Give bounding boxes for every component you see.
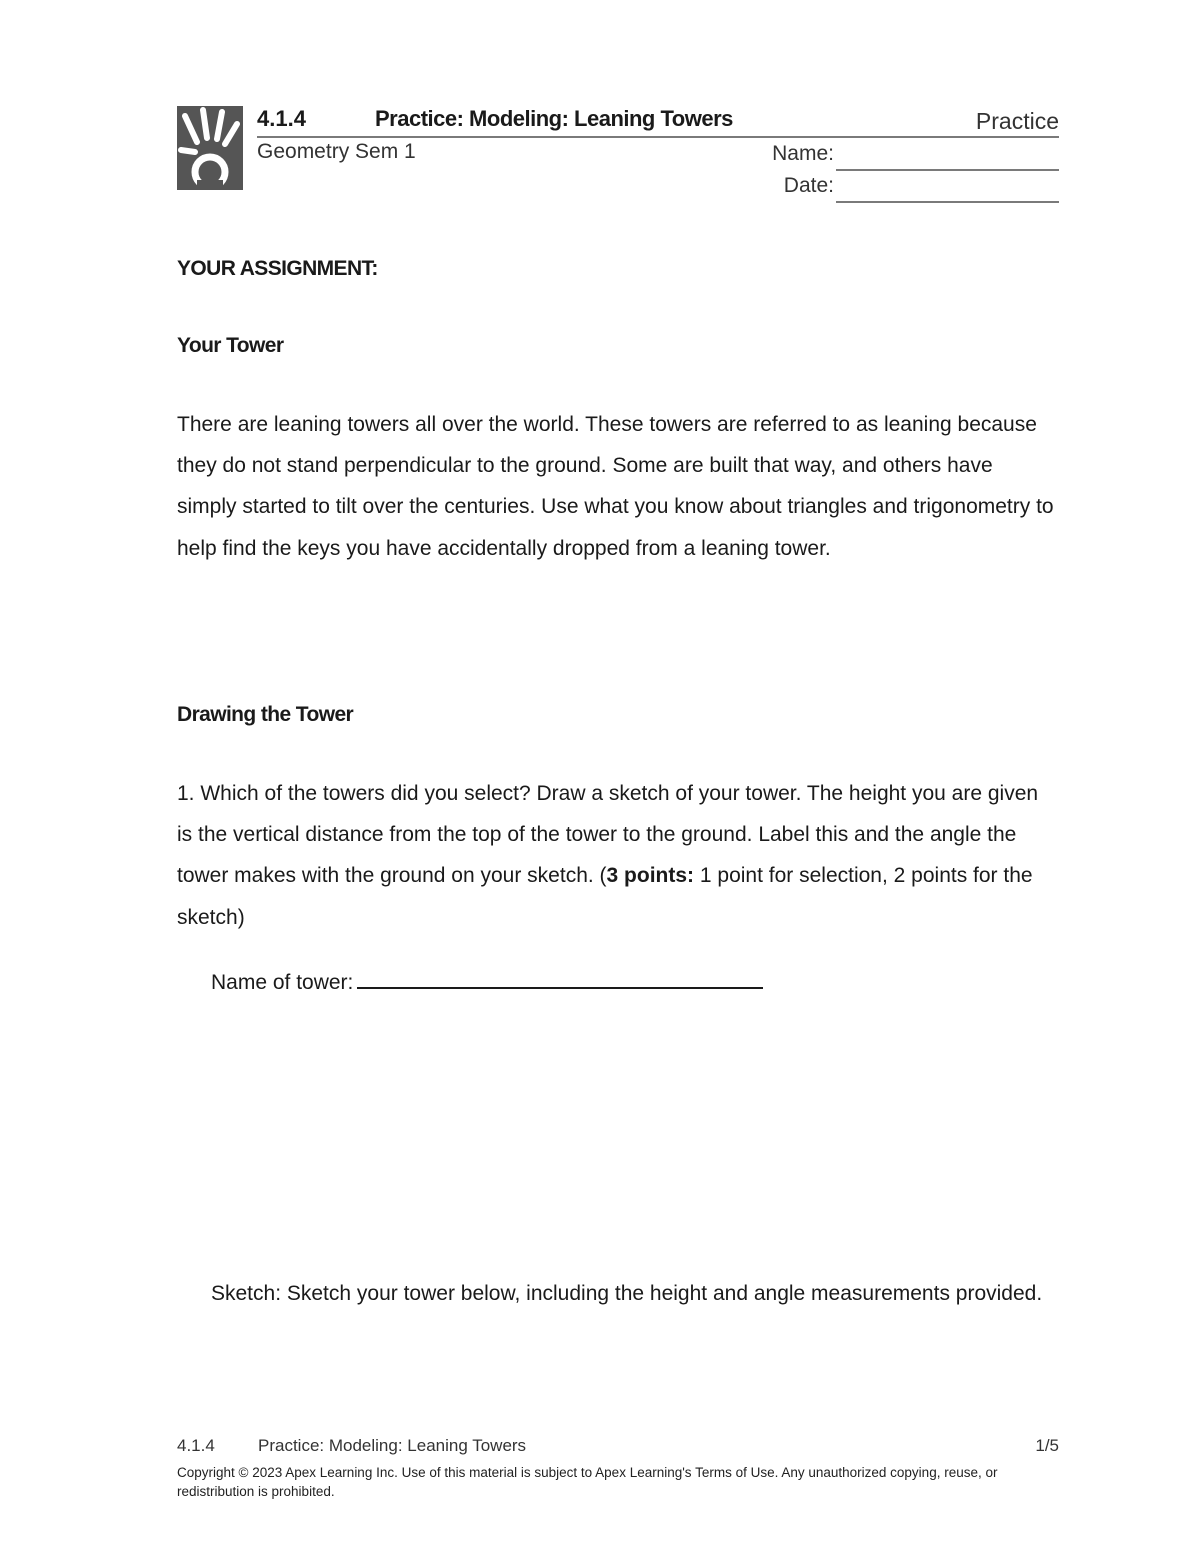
apex-logo-icon [177,106,243,190]
name-of-tower-row [211,967,763,995]
intro-paragraph: There are leaning towers all over the world. These towers are referred to as leaning because they do not stand perpendicular to the ground. Some are built that way, and others have simply started to tilt over the centuries. Use what you know about triangles and trigonometry to help find the keys you have accidentally dropped from a leaning tower. [177,413,1054,560]
name-label: Name: [772,142,834,165]
name-field[interactable] [836,169,1059,171]
lesson-number: 4.1.4 [257,106,306,131]
course-name: Geometry Sem 1 [257,140,416,163]
page-number: 1/5 [1035,1436,1059,1455]
question-1-points: 3 points: [606,864,695,888]
header-divider [257,136,1059,138]
name-of-tower-label: Name of tower: [211,971,354,994]
drawing-heading: Drawing the Tower [177,703,354,726]
your-tower-heading: Your Tower [177,334,284,357]
date-field[interactable] [836,201,1059,203]
activity-type: Practice [975,108,1059,134]
sketch-instruction: Sketch: Sketch your tower below, including the height and angle measurements provided. [211,1282,1043,1305]
date-label: Date: [783,174,834,197]
footer-lesson-number: 4.1.4 [177,1436,215,1455]
copyright-notice: Copyright © 2023 Apex Learning Inc. Use of this material is subject to Apex Learning's Terms of Use. Any unauthorized copying, reuse, or redistribution is prohibited. [177,1465,998,1499]
question-1-points-detail: 1 point for selection, 2 points for the sketch) [177,864,1033,929]
assignment-heading: YOUR ASSIGNMENT: [177,257,378,280]
page-title: Practice: Modeling: Leaning Towers [375,106,733,131]
name-of-tower-field[interactable] [357,967,763,989]
question-1 [177,773,1057,938]
question-1-text: 1. Which of the towers did you select? Draw a sketch of your tower. The height you are given is the vertical distance from the top of the tower to the ground. Label this and the angle the tower makes with the ground on your sketch. ( [177,782,1039,888]
footer-title: Practice: Modeling: Leaning Towers [258,1436,527,1455]
